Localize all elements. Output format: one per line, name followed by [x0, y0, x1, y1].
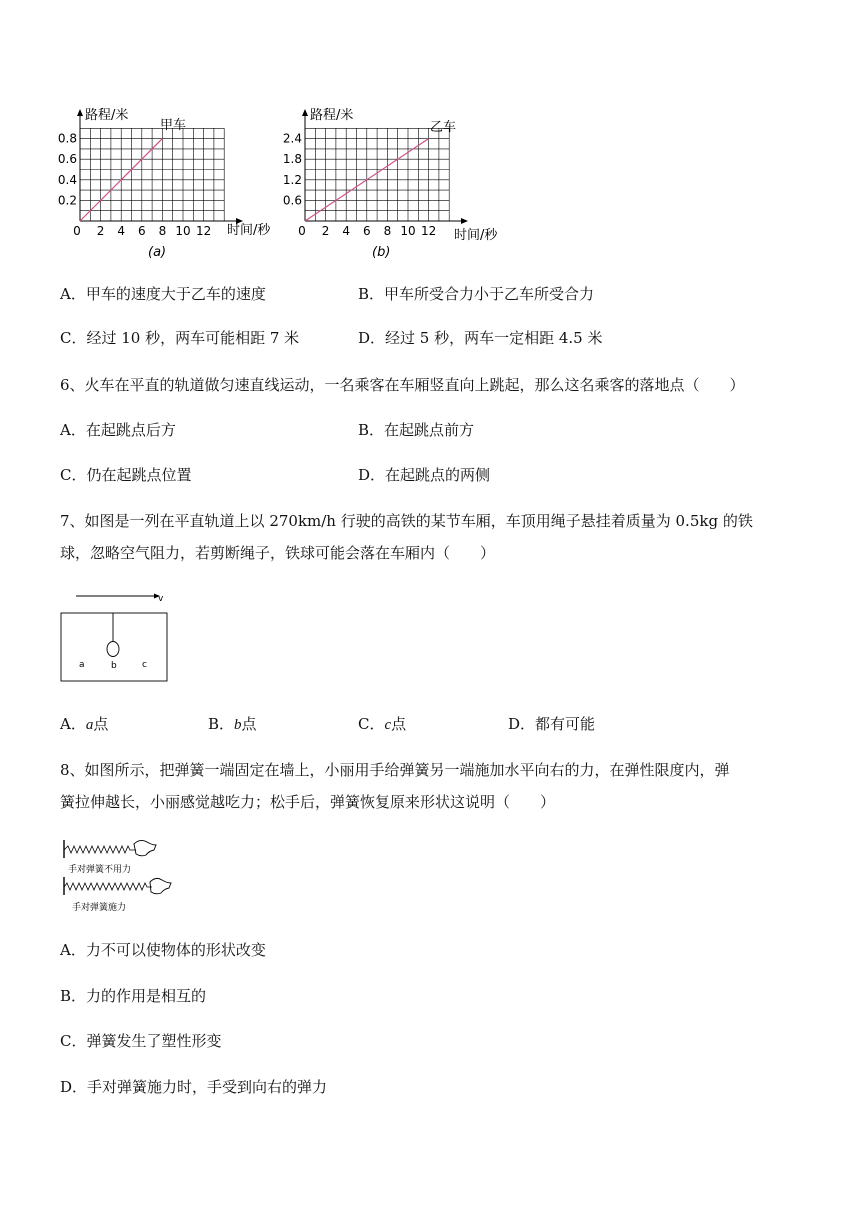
q7-stem-line-1: 7、如图是一列在平直轨道上以 270km/h 行驶的高铁的某节车厢，车顶用绳子悬挂着质量为 0.5kg 的铁 — [60, 512, 753, 530]
graph-a-grid — [80, 128, 224, 221]
x-tick-label: 4 — [342, 224, 351, 238]
caption-with-force: 手对弹簧施力 — [72, 903, 127, 913]
x-tick-label: 6 — [137, 224, 146, 238]
q7-option-b-prefix: B． — [208, 715, 235, 733]
hand-bottom-icon — [150, 878, 171, 893]
y-tick-label: 0.6 — [282, 193, 302, 208]
q7-option-c-prefix: C． — [358, 715, 385, 733]
graph-b-yticks — [283, 132, 302, 208]
y-tick-label: 2.4 — [282, 131, 302, 146]
q8-option-c[interactable]: C．弹簧发生了塑性形变 — [60, 1032, 222, 1050]
q6-option-b[interactable]: B．在起跳点前方 — [358, 421, 475, 439]
x-tick-label: 2 — [96, 224, 105, 238]
spring-stretched — [64, 883, 152, 890]
q5-option-d[interactable]: D．经过 5 秒，两车一定相距 4.5 米 — [358, 329, 603, 347]
graph-b-ylabel: 路程/米 — [310, 108, 354, 123]
hand-top-icon — [134, 840, 156, 855]
graph-a-y-arrow — [77, 109, 83, 116]
x-tick-label: 10 — [400, 224, 416, 238]
graph-b-y-arrow — [302, 109, 308, 116]
q6-option-a[interactable]: A．在起跳点后方 — [60, 421, 176, 439]
x-tick-label: 6 — [362, 224, 371, 238]
point-a-label: a — [79, 660, 85, 670]
graph-b-xticks — [298, 224, 436, 238]
graph-b — [280, 105, 520, 265]
q8-option-a[interactable]: A．力不可以使物体的形状改变 — [60, 941, 266, 959]
graph-b-xlabel: 时间/秒 — [454, 228, 498, 243]
q8-spring-figure — [58, 832, 178, 917]
graph-b-caption: (b) — [372, 245, 391, 260]
graph-a-xlabel: 时间/秒 — [227, 223, 271, 238]
graph-a-caption: (a) — [148, 245, 167, 260]
point-b-label: b — [111, 661, 117, 671]
q7-option-b-letter: b — [234, 717, 242, 733]
q8-stem-line-1: 8、如图所示，把弹簧一端固定在墙上，小丽用手给弹簧另一端施加水平向右的力，在弹性限度内，弹 — [60, 761, 730, 779]
x-tick-label: 12 — [195, 224, 212, 238]
y-tick-label: 0.6 — [57, 152, 77, 167]
q7-option-a-prefix: A． — [60, 715, 86, 733]
iron-ball — [107, 642, 119, 657]
graph-b-line-label: 乙车 — [430, 120, 457, 135]
y-tick-label: 0.2 — [57, 193, 77, 208]
caption-no-force: 手对弹簧不用力 — [68, 865, 132, 875]
y-tick-label: 1.2 — [282, 172, 302, 187]
graph-a — [55, 105, 290, 265]
q6-stem: 6、火车在平直的轨道做匀速直线运动，一名乘客在车厢竖直向上跳起，那么这名乘客的落地点（ ） — [60, 376, 745, 394]
velocity-label: v — [158, 594, 164, 604]
q5-option-c[interactable]: C．经过 10 秒，两车可能相距 7 米 — [60, 329, 300, 347]
q7-option-d[interactable]: D．都有可能 — [508, 715, 596, 733]
y-tick-label: 1.8 — [282, 152, 302, 167]
x-tick-label: 0 — [298, 224, 306, 238]
q7-option-c-suffix: 点 — [391, 715, 407, 733]
q7-option-b-suffix: 点 — [241, 715, 257, 733]
q8-option-d[interactable]: D．手对弹簧施力时，手受到向右的弹力 — [60, 1078, 328, 1096]
q7-option-c-letter: c — [384, 717, 392, 733]
y-tick-label: 0.8 — [57, 131, 77, 146]
q7-option-a-suffix: 点 — [93, 715, 109, 733]
graph-a-yticks — [58, 132, 77, 208]
q5-option-a[interactable]: A．甲车的速度大于乙车的速度 — [60, 285, 266, 303]
y-tick-label: 0.4 — [57, 172, 77, 187]
x-tick-label: 4 — [117, 224, 126, 238]
q7-stem-line-2: 球，忽略空气阻力，若剪断绳子，铁球可能会落在车厢内（ ） — [60, 544, 496, 562]
x-tick-label: 10 — [175, 224, 191, 238]
q5-option-b[interactable]: B．甲车所受合力小于乙车所受合力 — [358, 285, 595, 303]
x-tick-label: 8 — [158, 224, 167, 238]
x-tick-label: 2 — [321, 224, 330, 238]
q6-option-d[interactable]: D．在起跳点的两侧 — [358, 466, 491, 484]
graph-a-ylabel: 路程/米 — [85, 108, 129, 123]
graph-a-line-label: 甲车 — [160, 118, 187, 133]
q7-option-b[interactable] — [208, 717, 257, 733]
x-tick-label: 12 — [420, 224, 437, 238]
graph-b-x-arrow — [461, 218, 468, 224]
q6-option-c[interactable]: C．仍在起跳点位置 — [60, 466, 192, 484]
point-c-label: c — [142, 660, 147, 670]
q7-train-car-figure — [56, 585, 176, 685]
q7-option-a-letter: a — [85, 717, 94, 733]
x-tick-label: 8 — [383, 224, 392, 238]
graph-a-xticks — [73, 224, 211, 238]
q7-option-c[interactable] — [358, 717, 406, 733]
q7-option-a[interactable] — [60, 717, 108, 733]
x-tick-label: 0 — [73, 224, 81, 238]
q8-option-b[interactable]: B．力的作用是相互的 — [60, 987, 207, 1005]
spring-relaxed — [64, 846, 136, 853]
q8-stem-line-2: 簧拉伸越长，小丽感觉越吃力；松手后，弹簧恢复原来形状这说明（ ） — [60, 793, 556, 811]
